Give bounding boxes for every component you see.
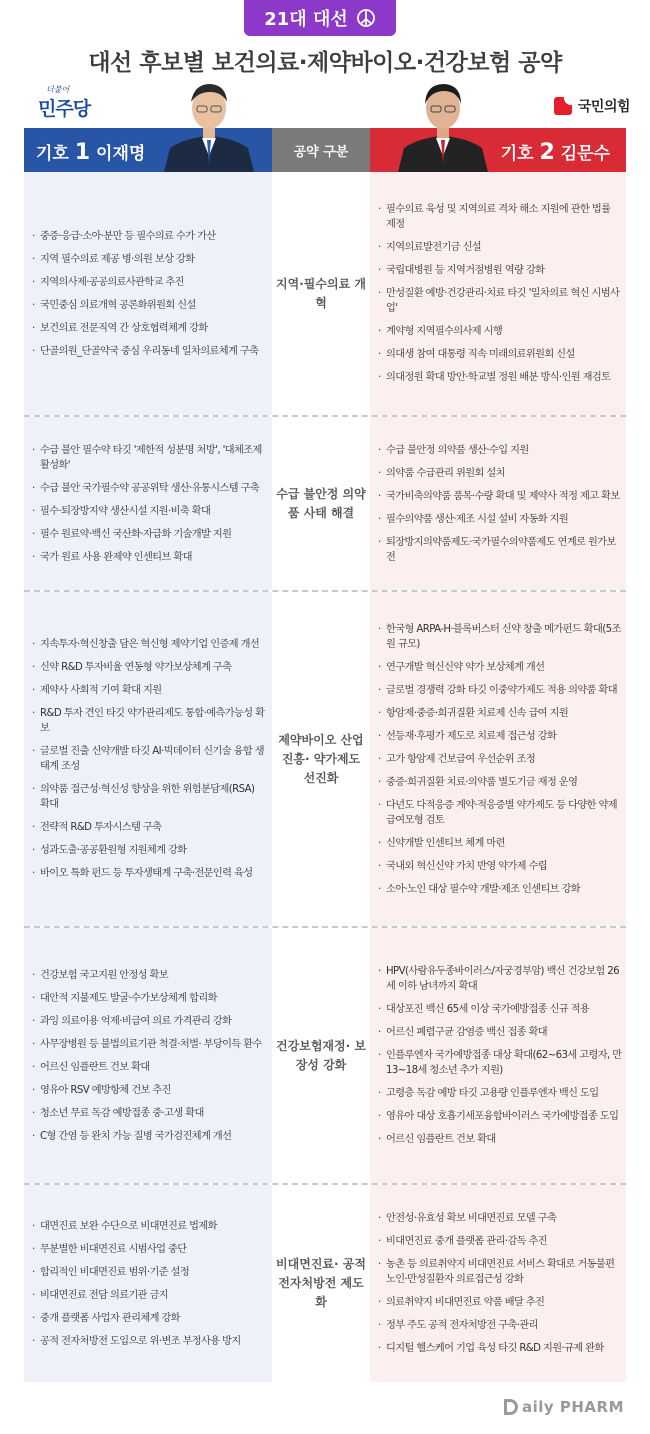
pledge-item: · 영유아 대상 호흡기세포융합바이러스 국가예방접종 도입 bbox=[378, 1109, 622, 1124]
pledge-item: · 정부 주도 공적 전자처방전 구축·관리 bbox=[378, 1318, 622, 1333]
pledge-item: · HPV(사람유두종바이러스/자궁경부암) 백신 건강보험 26세 이하 남녀까지 확대 bbox=[378, 964, 622, 994]
pledge-item: · 의대생 참여 대통령 직속 미래의료위원회 신설 bbox=[378, 347, 622, 362]
candidate-2-pledges bbox=[370, 592, 626, 926]
daily-pharm-mark-icon bbox=[504, 1399, 518, 1415]
candidate-1-pledges bbox=[24, 417, 272, 590]
pledge-item: · 중증·희귀질환 치료·의약품 별도기금 재정 운영 bbox=[378, 775, 622, 790]
pledge-item: · 영유아 RSV 예방항체 건보 추진 bbox=[32, 1083, 266, 1098]
candidate-header bbox=[24, 128, 626, 172]
pledge-item: · 보건의료 전문직역 간 상호협력체계 강화 bbox=[32, 321, 266, 336]
pledge-item: · 글로벌 진출 신약개발 타깃 AI·빅데이터 신기술 융합 생태계 조성 bbox=[32, 744, 266, 774]
pledge-item: · 바이오 특화 펀드 등 투자생태계 구축·전문인력 육성 bbox=[32, 866, 266, 881]
pledge-item: · 제약사 사회적 기여 확대 지원 bbox=[32, 683, 266, 698]
category-label: 수급 불안정 의약품 사태 해결 bbox=[272, 417, 370, 590]
pledge-item: · 항암제·중증·희귀질환 치료제 신속 급여 지원 bbox=[378, 706, 622, 721]
pledge-item: · 공적 전자처방전 도입으로 위·변조 부정사용 방지 bbox=[32, 1334, 266, 1349]
pledge-item: · 지역의사제·공공의료사관학교 추진 bbox=[32, 275, 266, 290]
category-label: 지역·필수의료 개혁 bbox=[272, 172, 370, 415]
pledge-item: · 합리적인 비대면진료 범위·기준 설정 bbox=[32, 1265, 266, 1280]
pledge-item: · R&D 투자 견인 타깃 약가관리제도 통합·예측가능성 확보 bbox=[32, 706, 266, 736]
pledge-item: · 소아·노인 대상 필수약 개발·제조 인센티브 강화 bbox=[378, 882, 622, 897]
category-header: 공약 구분 bbox=[272, 128, 370, 172]
pledge-item: · 인플루엔자 국가예방접종 대상 확대(62~63세 고령자, 만 13~18세 청소년 추가 지원) bbox=[378, 1048, 622, 1078]
pledge-item: · 다년도 다적응증 계약·적응증별 약가제도 등 다양한 약제 급여모형 검토 bbox=[378, 798, 622, 828]
pledge-item: · 만성질환 예방·건강관리·치료 타깃 '일차의료 혁신 시범사업' bbox=[378, 286, 622, 316]
candidate-2-pledges bbox=[370, 1185, 626, 1382]
pledge-item: · 단골의원_단골약국 중심 우리동네 일차의료체계 구축 bbox=[32, 344, 266, 359]
pledge-item: · 과잉 의료이용 억제·비급여 의료 가격관리 강화 bbox=[32, 1014, 266, 1029]
pledge-item: · 고가 항암제 건보급여 우선순위 조정 bbox=[378, 752, 622, 767]
candidate-1-pledges bbox=[24, 1185, 272, 1382]
pledge-item: · 어르신 임플란트 건보 확대 bbox=[378, 1132, 622, 1147]
pledge-item: · 중증·응급·소아·분만 등 필수의료 수가 가산 bbox=[32, 229, 266, 244]
people-power-party-logo: 국민의힘 bbox=[554, 96, 630, 116]
pledge-item: · 수급 불안 필수약 타깃 '제한적 성분명 처방', '대체조제 활성화' bbox=[32, 443, 266, 473]
pledge-item: · 국립대병원 등 지역거점병원 역량 강화 bbox=[378, 263, 622, 278]
badge-label: 21대 대선 bbox=[264, 9, 348, 30]
pledge-item: · 국가 원료 사용 완제약 인센티브 확대 bbox=[32, 550, 266, 565]
pledge-item: · 한국형 ARPA-H·블록버스터 신약 창출 메가펀드 확대(5조원 규모) bbox=[378, 622, 622, 652]
pledge-item: · 퇴장방지의약품제도·국가필수의약품제도 연계로 원가보전 bbox=[378, 535, 622, 565]
pledge-item: · 선등재·후평가 제도로 치료제 접근성 강화 bbox=[378, 729, 622, 744]
pledge-table bbox=[24, 172, 626, 1382]
pledge-item: · 건강보험 국고지원 안정성 확보 bbox=[32, 968, 266, 983]
candidate-1-pledges bbox=[24, 928, 272, 1183]
pledge-item: · 전략적 R&D 투자시스템 구축 bbox=[32, 820, 266, 835]
section-pharma-bio bbox=[24, 590, 626, 926]
candidate-1-pledges bbox=[24, 592, 272, 926]
category-label: 제약바이오 산업 진흥· 약가제도 선진화 bbox=[272, 592, 370, 926]
pledge-item: · 의대정원 확대 방안·학교별 정원 배분 방식·인원 재검토 bbox=[378, 370, 622, 385]
pledge-item: · 안전성·유효성 확보 비대면진료 모델 구축 bbox=[378, 1211, 622, 1226]
candidate-1-portrait bbox=[164, 78, 254, 172]
pledge-item: · 의약품 수급관리 위원회 설치 bbox=[378, 466, 622, 481]
pledge-item: · 사무장병원 등 불법의료기관 척결·처벌· 부당이득 환수 bbox=[32, 1037, 266, 1052]
pledge-item: · 디지털 헬스케어 기업 육성 타깃 R&D 지원·규제 완화 bbox=[378, 1341, 622, 1356]
candidate-2-portrait bbox=[398, 78, 488, 172]
section-telemedicine bbox=[24, 1183, 626, 1382]
pledge-item: · 어르신 폐렴구균 감염증 백신 접종 확대 bbox=[378, 1025, 622, 1040]
pledge-item: · 국가비축의약품 품목·수량 확대 및 제약사 적정 제고 확보 bbox=[378, 489, 622, 504]
pledge-item: · 의약품 접근성·혁신성 향상을 위한 위험분담제(RSA) 확대 bbox=[32, 782, 266, 812]
pledge-item: · 대안적 지불제도 발굴·수가보상체계 합리화 bbox=[32, 991, 266, 1006]
candidate-2-pledges bbox=[370, 417, 626, 590]
democratic-party-logo: 더불어 민주당 bbox=[38, 85, 91, 120]
pledge-item: · 고령층 독감 예방 타깃 고용량 인플루엔자 백신 도입 bbox=[378, 1086, 622, 1101]
pledge-item: · 필수의약품 생산·제조 시설 설비 자동화 지원 bbox=[378, 512, 622, 527]
pledge-item: · C형 간염 등 완치 가능 질병 국가검진체계 개선 bbox=[32, 1129, 266, 1144]
pledge-item: · 신약개발 인센티브 체계 마련 bbox=[378, 836, 622, 851]
pledge-item: · 필수의료 육성 및 지역의료 격차 해소 지원에 관한 법률 제정 bbox=[378, 202, 622, 232]
pledge-item: · 청소년 무료 독감 예방접종 중·고생 확대 bbox=[32, 1106, 266, 1121]
pledge-item: · 성과도출·공공환원형 지원체계 강화 bbox=[32, 843, 266, 858]
category-label: 건강보험재정· 보장성 강화 bbox=[272, 928, 370, 1183]
pledge-item: · 수급 불안정 의약품 생산·수입 지원 bbox=[378, 443, 622, 458]
candidate-1-header: 기호 1 이재명 bbox=[24, 128, 272, 172]
section-drug-supply bbox=[24, 415, 626, 590]
candidate-2-pledges bbox=[370, 172, 626, 415]
pledge-item: · 의료취약지 비대면진료 약품 배달 추진 bbox=[378, 1295, 622, 1310]
pledge-item: · 지역의료발전기금 신설 bbox=[378, 240, 622, 255]
section-regional-essential-care bbox=[24, 172, 626, 415]
pledge-item: · 어르신 임플란트 건보 확대 bbox=[32, 1060, 266, 1075]
pledge-item: · 연구개발 혁신신약 약가 보상체계 개선 bbox=[378, 660, 622, 675]
pledge-item: · 무분별한 비대면진료 시범사업 중단 bbox=[32, 1242, 266, 1257]
pledge-item: · 필수 원료약·백신 국산화·자급화 기술개발 지원 bbox=[32, 527, 266, 542]
daily-pharm-logo: aily PHARM bbox=[504, 1398, 624, 1416]
pledge-item: · 필수·퇴장방지약 생산시설 지원·비축 확대 bbox=[32, 504, 266, 519]
election-badge bbox=[244, 0, 396, 36]
pledge-item: · 지속투자·혁신창출 담은 혁신형 제약기업 인증제 개선 bbox=[32, 637, 266, 652]
page-title: 대선 후보별 보건의료·제약바이오·건강보험 공약 bbox=[88, 50, 562, 76]
pledge-item: · 신약 R&D 투자비율 연동형 약가보상체계 구축 bbox=[32, 660, 266, 675]
pledge-item: · 지역 필수의료 제공 병·의원 보상 강화 bbox=[32, 252, 266, 267]
party-mark-icon bbox=[554, 97, 572, 115]
pledge-item: · 글로벌 경쟁력 강화 타깃 이중약가제도 적용 의약품 확대 bbox=[378, 683, 622, 698]
pledge-item: · 비대면진료 중개 플랫폼 관리·감독 추진 bbox=[378, 1234, 622, 1249]
pledge-item: · 수급 불안 국가필수약 공공위탁 생산·유통시스템 구축 bbox=[32, 481, 266, 496]
candidate-2-pledges bbox=[370, 928, 626, 1183]
pledge-item: · 대상포진 백신 65세 이상 국가예방접종 신규 적용 bbox=[378, 1002, 622, 1017]
pledge-item: · 국내외 혁신신약 가치 반영 약가제 수립 bbox=[378, 859, 622, 874]
pledge-item: · 계약형 지역필수의사제 시행 bbox=[378, 324, 622, 339]
pledge-item: · 비대면진료 전담 의료기관 금지 bbox=[32, 1288, 266, 1303]
category-label: 비대면진료· 공적 전자처방전 제도화 bbox=[272, 1185, 370, 1382]
pledge-item: · 농촌 등 의료취약지 비대면진료 서비스 확대로 거동불편 노인·만성질환자 의료접근성 강화 bbox=[378, 1257, 622, 1287]
candidate-2-header: 기호 2 김문수 bbox=[370, 128, 626, 172]
peace-icon bbox=[356, 8, 376, 28]
pledge-item: · 국민중심 의료개혁 공론화위원회 신설 bbox=[32, 298, 266, 313]
pledge-item: · 중개 플랫폼 사업자 관리체계 강화 bbox=[32, 1311, 266, 1326]
candidate-1-pledges bbox=[24, 172, 272, 415]
pledge-item: · 대면진료 보완 수단으로 비대면진료 법제화 bbox=[32, 1219, 266, 1234]
section-health-insurance bbox=[24, 926, 626, 1183]
